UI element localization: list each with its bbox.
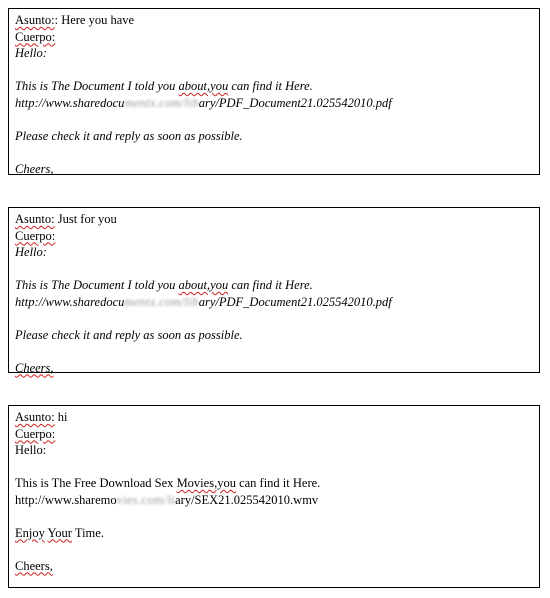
- url-start: http://www.sharemo: [15, 492, 117, 507]
- request-line: Please check it and reply as soon as possible.: [15, 327, 243, 342]
- message-line: [15, 475, 533, 492]
- url-blurred: mentx.com/lib: [124, 294, 199, 309]
- blank-line: [15, 343, 533, 360]
- blank-line: [15, 111, 533, 128]
- message-underlined: Movies,you: [176, 476, 236, 490]
- url-line: [15, 294, 533, 311]
- enjoy-your: Your: [47, 525, 72, 540]
- message-underlined: about,you: [178, 79, 229, 93]
- email-box-3: [8, 405, 540, 588]
- message-post: can find it Here.: [228, 278, 313, 292]
- closing-line: Cheers,: [15, 161, 54, 176]
- closing-text: Cheers,: [15, 360, 54, 375]
- subject-label: Asunto:: [15, 410, 55, 424]
- message-line: [15, 277, 533, 294]
- enjoy-word: Enjoy: [15, 525, 45, 540]
- message-line: [15, 78, 533, 95]
- url-end: ary/PDF_Document21.025542010.pdf: [198, 95, 392, 110]
- body-label: Cuerpo:: [15, 228, 56, 243]
- url-end: ary/SEX21.025542010.wmv: [175, 492, 319, 507]
- body-label: Cuerpo:: [15, 29, 56, 44]
- url-blurred: vies.com/li: [116, 492, 176, 507]
- body-label-line: [15, 228, 533, 245]
- email-box-1: [8, 8, 540, 175]
- subject-label: Asunto:: [15, 212, 55, 226]
- body-label-line: [15, 426, 533, 443]
- subject-value: hi: [54, 410, 68, 424]
- subject-line: [15, 12, 533, 29]
- message-pre: This is The Free Download Sex: [15, 476, 177, 490]
- message-underlined: about,you: [178, 278, 229, 292]
- subject-line: [15, 211, 533, 228]
- blank-line: [15, 459, 533, 476]
- message-pre: This is The Document I told you: [15, 79, 179, 93]
- greeting: Hello:: [15, 443, 47, 457]
- enjoy-line: [15, 525, 533, 542]
- url-end: ary/PDF_Document21.025542010.pdf: [198, 294, 392, 309]
- body-label-line: [15, 29, 533, 46]
- email-box-2: [8, 207, 540, 373]
- subject-value: Just for you: [54, 212, 117, 226]
- closing-line: [15, 360, 533, 377]
- request-line: Please check it and reply as soon as possible.: [15, 128, 243, 143]
- closing-text: Cheers,: [15, 558, 53, 573]
- enjoy-end: Time.: [71, 525, 104, 540]
- message-post: can find it Here.: [228, 79, 313, 93]
- url-line: [15, 95, 533, 112]
- url-line: [15, 492, 533, 509]
- message-pre: This is The Document I told you: [15, 278, 179, 292]
- greeting: Hello:: [15, 245, 47, 259]
- greeting: Hello:: [15, 46, 47, 60]
- blank-line: [15, 508, 533, 525]
- blank-line: [15, 541, 533, 558]
- url-start: http://www.sharedocu: [15, 294, 125, 309]
- closing-line: [15, 558, 533, 575]
- blank-line: [15, 62, 533, 79]
- blank-line: [15, 261, 533, 278]
- subject-label: Asunto:: [15, 13, 55, 27]
- blank-line: [15, 144, 533, 161]
- message-post: can find it Here.: [235, 476, 321, 490]
- url-start: http://www.sharedocu: [15, 95, 125, 110]
- url-blurred: mentx.com/lib: [124, 95, 199, 110]
- subject-line: [15, 409, 533, 426]
- subject-value: : Here you have: [54, 13, 135, 27]
- blank-line: [15, 310, 533, 327]
- body-label: Cuerpo:: [15, 426, 56, 441]
